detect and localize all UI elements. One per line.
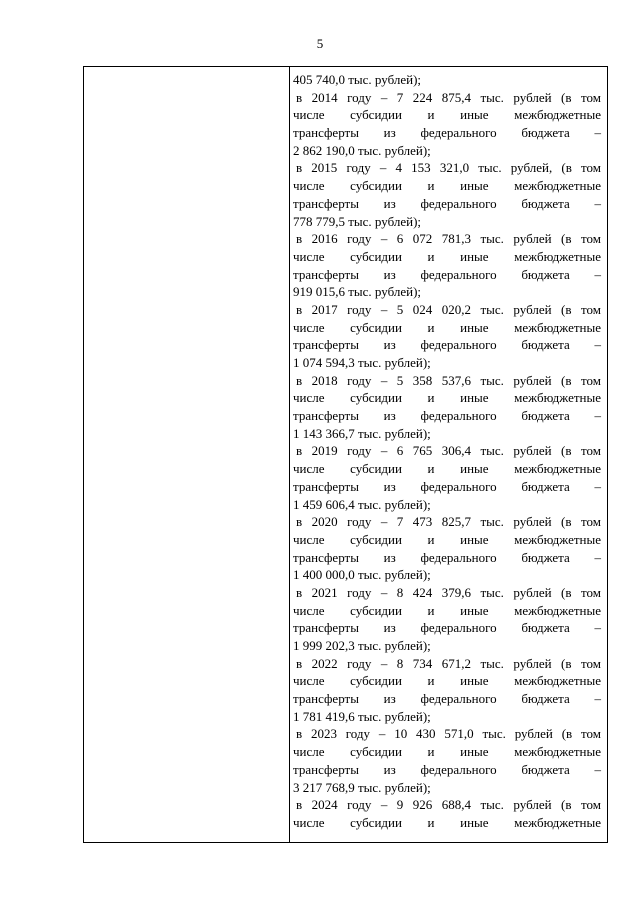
funding-text-line: 919 015,6 тыс. рублей); xyxy=(293,284,422,300)
funding-text-line: в 2014 году – 7 224 875,4 тыс. рублей (в том xyxy=(296,89,601,105)
document-table xyxy=(83,66,608,843)
funding-text-line: 1 074 594,3 тыс. рублей); xyxy=(293,355,431,370)
funding-text-line: числе субсидии и иные межбюджетные xyxy=(293,107,601,123)
funding-text-line: числе субсидии и иные межбюджетные xyxy=(293,673,601,689)
funding-text-line: в 2015 году – 4 153 321,0 тыс. рублей, (в том xyxy=(296,160,601,176)
funding-text-line: в 2019 году – 6 765 306,4 тыс. рублей (в том xyxy=(296,443,601,459)
funding-text-line: числе субсидии и иные межбюджетные xyxy=(293,178,601,194)
funding-text-line: 2 862 190,0 тыс. рублей); xyxy=(293,142,431,158)
funding-text-line: в 2024 году – 9 926 688,4 тыс. рублей (в том xyxy=(296,797,601,813)
funding-text-line: 1 459 606,4 тыс. рублей); xyxy=(293,496,431,512)
funding-text-line: в 2020 году – 7 473 825,7 тыс. рублей (в том xyxy=(296,514,601,530)
funding-text-line: числе субсидии и иные межбюджетные xyxy=(293,461,601,477)
funding-text-line: 778 779,5 тыс. рублей); xyxy=(293,213,422,229)
funding-text-line: трансферты из федерального бюджета – xyxy=(293,125,601,141)
funding-text-line: трансферты из федерального бюджета – xyxy=(293,549,601,565)
funding-text-line: 3 217 768,9 тыс. рублей); xyxy=(293,779,431,795)
page-number: 5 xyxy=(316,36,324,51)
funding-text-line: числе субсидии и иные межбюджетные xyxy=(293,814,601,830)
funding-text-line: трансферты из федерального бюджета – xyxy=(293,761,601,777)
funding-text-line: в 2017 году – 5 024 020,2 тыс. рублей (в том xyxy=(296,301,601,317)
funding-text-line: числе субсидии и иные межбюджетные xyxy=(293,744,601,760)
funding-text-line: 1 781 419,6 тыс. рублей); xyxy=(293,708,431,724)
funding-text-line: трансферты из федерального бюджета – xyxy=(293,266,601,282)
funding-text-line: числе субсидии и иные межбюджетные xyxy=(293,248,601,264)
funding-text-line: в 2023 году – 10 430 571,0 тыс. рублей (в том xyxy=(296,726,601,742)
funding-text-line: трансферты из федерального бюджета – xyxy=(293,337,601,353)
funding-text-line: 1 999 202,3 тыс. рублей); xyxy=(293,638,431,653)
funding-text-line: числе субсидии и иные межбюджетные xyxy=(293,602,601,618)
funding-text-line: в 2016 году – 6 072 781,3 тыс. рублей (в том xyxy=(296,231,601,247)
funding-text-line: в 2022 году – 8 734 671,2 тыс. рублей (в том xyxy=(296,655,601,671)
funding-text-line: числе субсидии и иные межбюджетные xyxy=(293,390,601,406)
funding-text-line: числе субсидии и иные межбюджетные xyxy=(293,531,601,547)
funding-text-line: 1 400 000,0 тыс. рублей); xyxy=(293,567,431,583)
funding-text-line: числе субсидии и иные межбюджетные xyxy=(293,319,601,335)
funding-text-line: 405 740,0 тыс. рублей); xyxy=(293,72,422,87)
funding-text-line: трансферты из федерального бюджета – xyxy=(293,195,601,211)
funding-text-line: в 2018 году – 5 358 537,6 тыс. рублей (в том xyxy=(296,372,601,388)
funding-text-line: в 2021 году – 8 424 379,6 тыс. рублей (в том xyxy=(296,584,601,600)
funding-text-line: 1 143 366,7 тыс. рублей); xyxy=(293,425,431,441)
funding-text-line: трансферты из федерального бюджета – xyxy=(293,691,601,707)
funding-text-line: трансферты из федерального бюджета – xyxy=(293,478,601,494)
funding-text-line: трансферты из федерального бюджета – xyxy=(293,408,601,424)
funding-text-cell xyxy=(290,67,607,842)
funding-text-line: трансферты из федерального бюджета – xyxy=(293,620,601,636)
